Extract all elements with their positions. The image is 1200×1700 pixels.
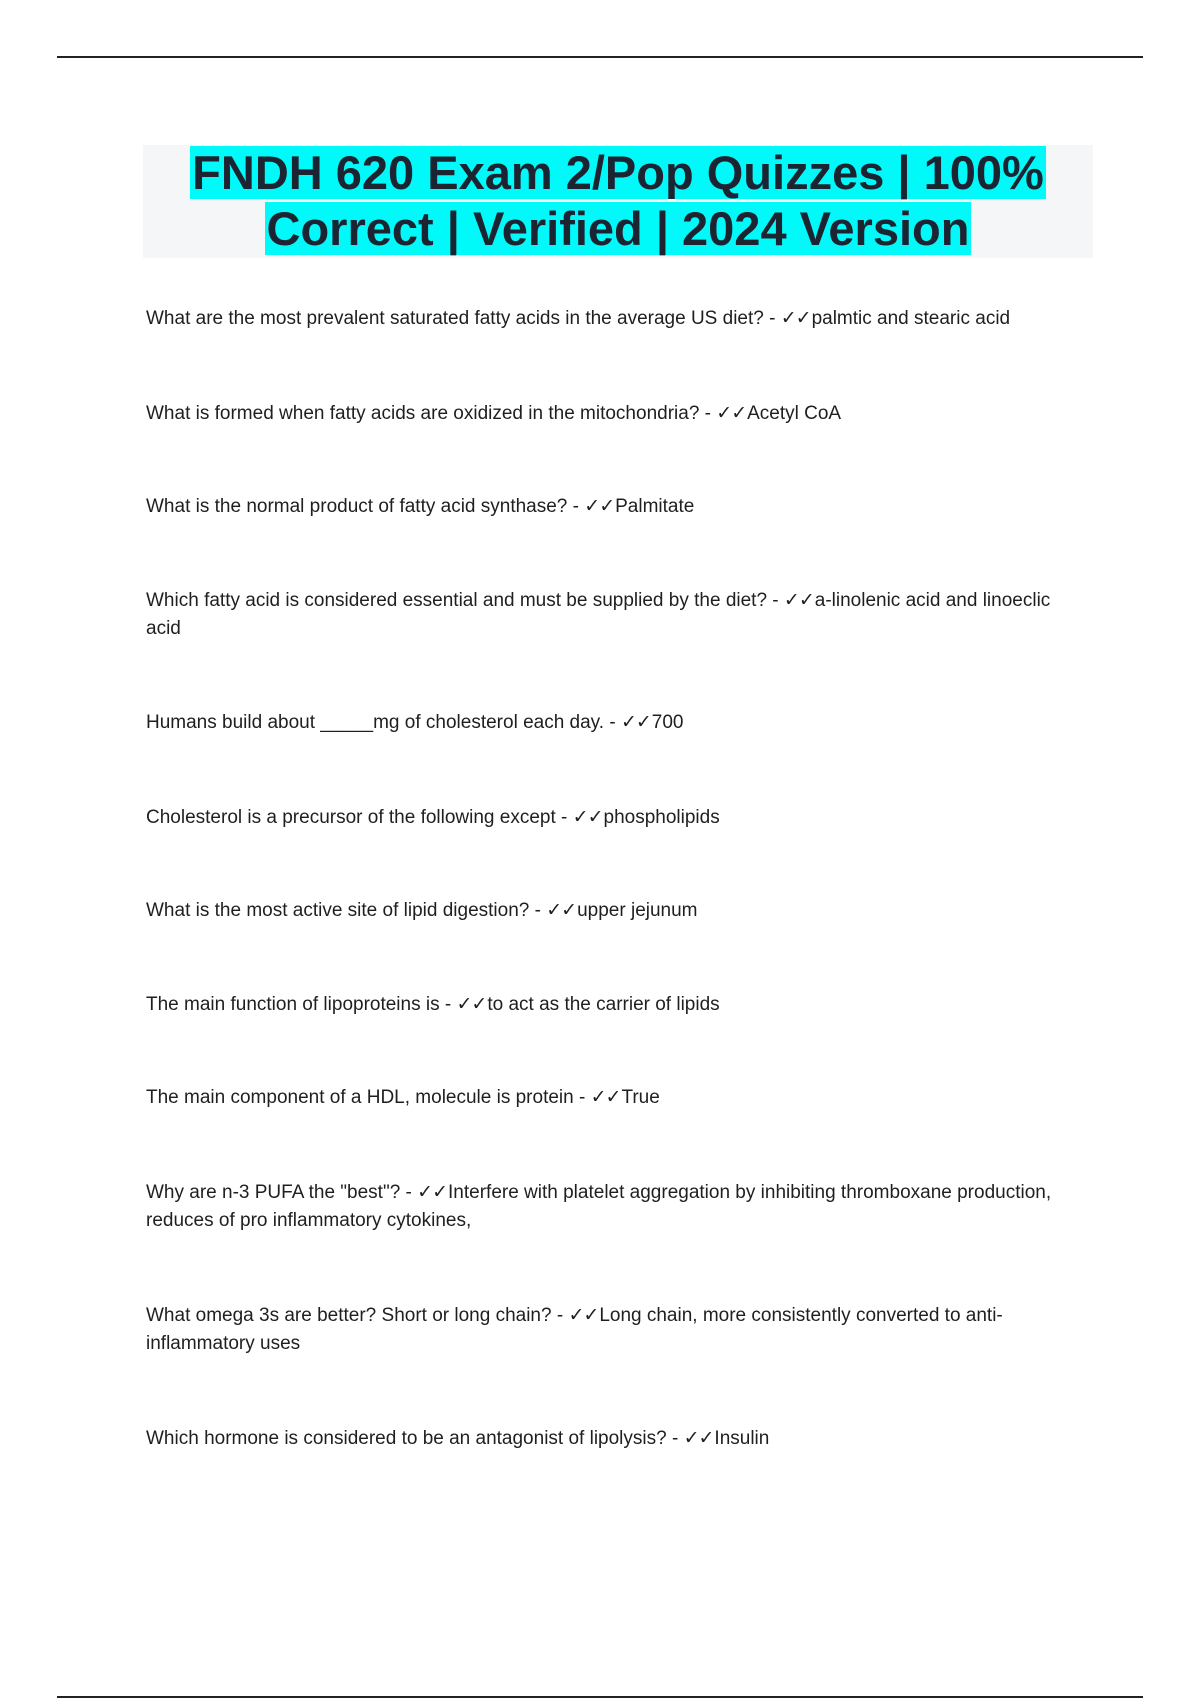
qa-item	[146, 304, 1086, 333]
qa-item	[146, 1178, 1086, 1235]
question-text: Which hormone is considered to be an antagonist of lipolysis?	[146, 1428, 667, 1449]
check-icon: ✓✓	[546, 899, 577, 921]
question-text: Which fatty acid is considered essential and must be supplied by the diet?	[146, 590, 768, 611]
answer-text: Long chain, more consistently converted to anti-inflammatory uses	[146, 1305, 1003, 1354]
separator: -	[573, 1087, 591, 1108]
check-icon: ✓✓	[683, 1427, 714, 1449]
bottom-rule	[57, 1696, 1143, 1698]
check-icon: ✓✓	[716, 402, 747, 424]
qa-item	[146, 1424, 1086, 1453]
question-text: What is the most active site of lipid digestion?	[146, 900, 530, 921]
answer-text: to act as the carrier of lipids	[487, 994, 720, 1015]
check-icon: ✓✓	[584, 495, 615, 517]
qa-item	[146, 399, 1086, 428]
document-title	[143, 145, 1093, 257]
qa-item	[146, 896, 1086, 925]
qa-item	[146, 492, 1086, 521]
separator: -	[604, 712, 621, 733]
separator: -	[699, 403, 717, 424]
question-text: What are the most prevalent saturated fatty acids in the average US diet?	[146, 308, 764, 329]
title-line-1: FNDH 620 Exam 2/Pop Quizzes | 100%	[192, 146, 1044, 199]
question-text: The main function of lipoproteins is	[146, 994, 440, 1015]
separator: -	[439, 994, 457, 1015]
answer-text: upper jejunum	[577, 900, 698, 921]
qa-item	[146, 1083, 1086, 1112]
check-icon: ✓✓	[783, 589, 814, 611]
check-icon: ✓✓	[620, 711, 651, 733]
check-icon: ✓✓	[780, 307, 811, 329]
top-rule	[57, 56, 1143, 58]
question-text: Why are n-3 PUFA the "best"?	[146, 1182, 401, 1203]
answer-text: palmtic and stearic acid	[811, 308, 1011, 329]
check-icon: ✓✓	[456, 993, 487, 1015]
separator: -	[529, 900, 547, 921]
answer-text: True	[621, 1087, 660, 1108]
question-text: What omega 3s are better? Short or long chain?	[146, 1305, 552, 1326]
qa-item	[146, 1301, 1086, 1358]
question-text: Cholesterol is a precursor of the following except	[146, 807, 556, 828]
answer-text: Palmitate	[615, 496, 695, 517]
separator: -	[767, 590, 784, 611]
title-block	[143, 145, 1093, 258]
check-icon: ✓✓	[590, 1086, 621, 1108]
separator: -	[567, 496, 585, 517]
check-icon: ✓✓	[568, 1304, 599, 1326]
separator: -	[551, 1305, 569, 1326]
qa-item	[146, 708, 1086, 737]
question-text: What is formed when fatty acids are oxidized in the mitochondria?	[146, 403, 700, 424]
separator: -	[555, 807, 573, 828]
answer-text: Interfere with platelet aggregation by inhibiting thromboxane production, reduces of pro inflammatory cytokines,	[146, 1182, 1052, 1231]
separator: -	[666, 1428, 684, 1449]
separator: -	[763, 308, 781, 329]
answer-text: phospholipids	[603, 807, 720, 828]
answer-text: Insulin	[714, 1428, 770, 1449]
qa-item	[146, 586, 1086, 643]
qa-item	[146, 990, 1086, 1019]
check-icon: ✓✓	[417, 1181, 448, 1203]
answer-text: 700	[651, 712, 684, 733]
separator: -	[400, 1182, 418, 1203]
answer-text: Acetyl CoA	[747, 403, 842, 424]
question-text: The main component of a HDL, molecule is protein	[146, 1087, 574, 1108]
check-icon: ✓✓	[572, 806, 603, 828]
question-text: What is the normal product of fatty acid synthase?	[146, 496, 568, 517]
qa-item	[146, 803, 1086, 832]
question-text: Humans build about _____mg of cholesterol each day.	[146, 712, 605, 733]
title-line-2: Correct | Verified | 2024 Version	[266, 202, 970, 255]
answer-text: a-linolenic acid and linoeclic acid	[146, 590, 1051, 639]
